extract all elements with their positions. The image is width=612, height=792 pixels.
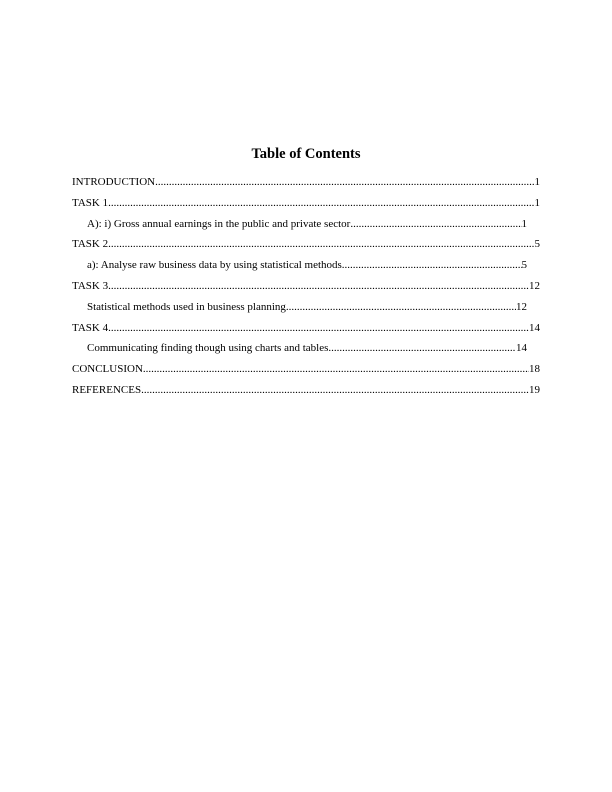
toc-entry-label: Communicating finding though using charts and tables	[87, 342, 329, 355]
toc-entry-task-1[interactable]	[72, 197, 540, 218]
toc-entry-label: TASK 1	[72, 196, 109, 209]
toc-entry-label: Statistical methods used in business planning	[87, 300, 286, 313]
toc-entry-conclusion[interactable]	[72, 363, 540, 384]
toc-entry-label: CONCLUSION	[72, 363, 143, 376]
dot-leader	[342, 259, 522, 272]
toc-entry-communicating-findings[interactable]	[72, 342, 527, 363]
toc-entry-label: TASK 3	[72, 279, 109, 292]
dot-leader	[108, 238, 534, 251]
toc-page-number: 12	[529, 279, 540, 292]
toc-page-number: 12	[516, 300, 527, 313]
dot-leader	[108, 197, 534, 210]
dot-leader	[328, 342, 516, 355]
toc-page-number: 5	[534, 238, 540, 251]
dot-leader	[350, 218, 521, 231]
toc-page-number: 14	[516, 342, 527, 355]
toc-entry-analyse-raw-data[interactable]	[72, 259, 527, 280]
dot-leader	[155, 176, 534, 189]
toc-entry-introduction[interactable]	[72, 176, 540, 197]
toc-entry-task-4[interactable]	[72, 322, 540, 343]
toc-entry-statistical-methods[interactable]	[72, 301, 527, 322]
table-of-contents	[72, 176, 540, 405]
toc-page-number: 1	[534, 176, 540, 188]
toc-entry-label: a): Analyse raw business data by using statistical methods	[87, 259, 342, 272]
toc-entry-label: INTRODUCTION	[72, 176, 156, 188]
toc-page-number: 14	[529, 321, 540, 334]
toc-title: Table of Contents	[251, 146, 361, 162]
toc-entry-label: A): i) Gross annual earnings in the public and private sector	[87, 217, 351, 230]
toc-entry-task-3[interactable]	[72, 280, 540, 301]
toc-page-number: 5	[521, 259, 527, 272]
toc-entry-gross-annual-earnings[interactable]	[72, 218, 527, 239]
dot-leader	[108, 322, 529, 335]
toc-page-number: 1	[521, 217, 527, 230]
dot-leader	[286, 301, 516, 314]
toc-entry-label: TASK 4	[72, 321, 109, 334]
dot-leader	[141, 384, 529, 397]
dot-leader	[108, 280, 529, 293]
toc-entry-label: REFERENCES	[72, 383, 142, 396]
toc-entry-references[interactable]	[72, 384, 540, 405]
toc-page-number: 18	[529, 363, 540, 376]
toc-entry-label: TASK 2	[72, 238, 109, 251]
dot-leader	[143, 363, 529, 376]
toc-page-number: 19	[529, 383, 540, 396]
toc-page-number: 1	[534, 196, 540, 209]
toc-entry-task-2[interactable]	[72, 238, 540, 259]
